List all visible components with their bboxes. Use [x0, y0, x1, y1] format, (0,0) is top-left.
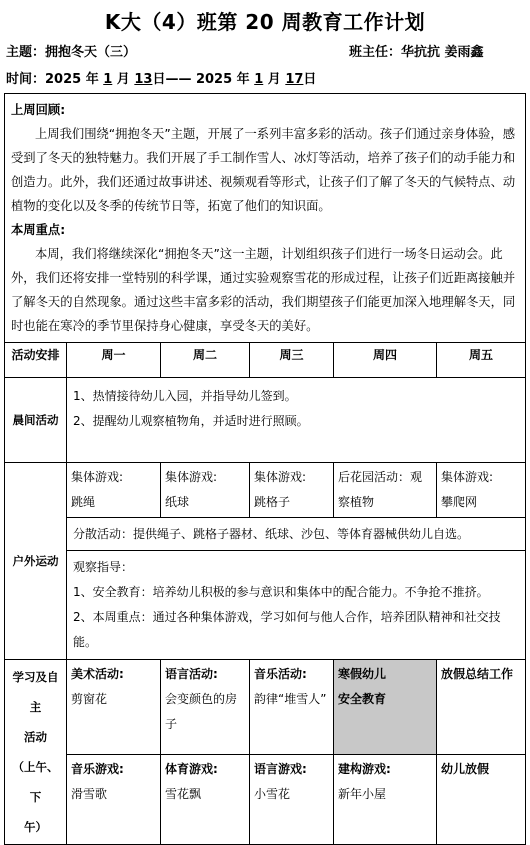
page-title: K大（4）班第 20 周教育工作计划 — [104, 10, 426, 34]
morning-line-2: 2、提醒幼儿观察植物角，并适时进行照顾。 — [73, 414, 309, 428]
activity-title: 建构游戏: — [338, 762, 391, 777]
outdoor-game-mon — [67, 463, 161, 518]
activity-text: 安全教育 — [338, 692, 387, 706]
learning-tue-1 — [161, 660, 250, 755]
weekly-plan-table — [4, 93, 526, 845]
guide-line-2: 2、本周重点：通过各种集体游戏，学习如何与他人合作，培养团队精神和社交技能。 — [73, 610, 501, 649]
outdoor-game-name: 察植物 — [338, 495, 375, 509]
date-range: 时间：2025 年 1 月 13日—— 2025 年 1 月 17日 — [6, 72, 317, 87]
activity-text: 会变颜色的房子 — [165, 692, 238, 731]
outdoor-guide-row — [5, 551, 526, 660]
learning-row-2 — [5, 755, 526, 845]
activity-text: 小雪花 — [254, 787, 291, 802]
last-week-text: 上周我们围绕“拥抱冬天”主题，开展了一系列丰富多彩的活动。孩子们通过亲身体验，感受到了冬天的独特魅力。我们开展了手工制作雪人、冰灯等活动，培养了孩子们的动手能力和创造力。此外，我们还通过故事讲述、视频观看等形式，让孩子们了解了冬天的气候特点、动植物的变化以及冬季的传统节日等，拓宽了他们的知识面。 — [11, 127, 516, 213]
learning-label-line: 活动 — [24, 730, 47, 744]
morning-content — [67, 378, 526, 463]
outdoor-game-title: 集体游戏: — [165, 470, 218, 484]
activity-title: 体育游戏: — [165, 762, 218, 777]
activity-text: 剪窗花 — [71, 692, 108, 706]
learning-label-line: （上午、下 — [12, 760, 59, 804]
outdoor-game-title: 后花园活动：观 — [338, 470, 423, 484]
day-header-tue: 周二 — [161, 343, 250, 378]
learning-wed-1 — [250, 660, 334, 755]
learning-thu-2 — [334, 755, 437, 845]
this-week-text: 本周，我们将继续深化“拥抱冬天”这一主题，计划组织孩子们进行一场冬日运动会。此外，我们还将安排一堂特别的科学课，通过实验观察雪花的形成过程，让孩子们近距离接触并了解冬天的自然现象。通过这些丰富多彩的活动，我们期望孩子们能更加深入地理解冬天，同时也能在寒冷的季节里保持身心健康，享受冬天的美好。 — [11, 247, 516, 333]
activity-title: 美术活动: — [71, 667, 124, 681]
outdoor-game-fri — [437, 463, 526, 518]
learning-tue-2 — [161, 755, 250, 845]
activity-title: 寒假幼儿 — [338, 667, 387, 681]
outdoor-label: 户外运动 — [5, 463, 67, 660]
outdoor-scatter-row — [5, 518, 526, 551]
teachers-line: 班主任：华抗抗 姜雨鑫 — [349, 45, 484, 60]
learning-fri-1 — [437, 660, 526, 755]
observation-guide — [67, 551, 526, 660]
learning-thu-1 — [334, 660, 437, 755]
intro-row — [5, 94, 526, 343]
activity-title: 放假总结工作 — [441, 667, 514, 681]
activity-title: 幼儿放假 — [441, 762, 490, 777]
day-header-wed: 周三 — [250, 343, 334, 378]
outdoor-game-title: 集体游戏: — [254, 470, 307, 484]
this-week-heading: 本周重点: — [11, 223, 66, 237]
morning-label: 晨间活动 — [5, 378, 67, 463]
scatter-activity: 分散活动：提供绳子、跳格子器材、纸球、沙包、等体育器械供幼儿自选。 — [67, 518, 526, 551]
activity-text: 韵律“堆雪人” — [254, 692, 327, 706]
outdoor-game-thu — [334, 463, 437, 518]
last-week-heading: 上周回顾: — [11, 103, 66, 117]
activity-text: 新年小屋 — [338, 787, 387, 802]
day-header-mon: 周一 — [67, 343, 161, 378]
outdoor-game-tue — [161, 463, 250, 518]
morning-row — [5, 378, 526, 463]
learning-mon-1 — [67, 660, 161, 755]
day-header-thu: 周四 — [334, 343, 437, 378]
theme-line: 主题：拥抱冬天（三） — [6, 45, 137, 60]
guide-line-1: 1、安全教育：培养幼儿积极的参与意识和集体中的配合能力。不争抢不推挤。 — [73, 585, 489, 599]
activity-title: 音乐活动: — [254, 667, 307, 681]
outdoor-game-title: 集体游戏: — [441, 470, 494, 484]
learning-row-1 — [5, 660, 526, 755]
day-header-fri: 周五 — [437, 343, 526, 378]
arrangement-header: 活动安排 — [5, 343, 67, 378]
outdoor-games-row — [5, 463, 526, 518]
activity-title: 音乐游戏: — [71, 762, 124, 777]
guide-title: 观察指导： — [73, 560, 134, 574]
outdoor-game-name: 纸球 — [165, 495, 190, 509]
outdoor-game-name: 跳绳 — [71, 495, 96, 509]
activity-title: 语言活动: — [165, 667, 218, 681]
learning-label-line: 午） — [24, 820, 47, 834]
activity-text: 滑雪歌 — [71, 787, 108, 802]
intro-cell — [5, 94, 526, 343]
outdoor-game-name: 跳格子 — [254, 495, 291, 509]
outdoor-game-name: 攀爬网 — [441, 495, 478, 509]
header-row — [5, 343, 526, 378]
learning-mon-2 — [67, 755, 161, 845]
learning-fri-2 — [437, 755, 526, 845]
outdoor-game-title: 集体游戏: — [71, 470, 124, 484]
activity-title: 语言游戏: — [254, 762, 307, 777]
morning-line-1: 1、热情接待幼儿入园，并指导幼儿签到。 — [73, 389, 297, 403]
learning-label — [5, 660, 67, 845]
activity-text: 雪花飘 — [165, 787, 202, 802]
outdoor-game-wed — [250, 463, 334, 518]
learning-wed-2 — [250, 755, 334, 845]
learning-label-line: 学习及自主 — [12, 670, 59, 714]
